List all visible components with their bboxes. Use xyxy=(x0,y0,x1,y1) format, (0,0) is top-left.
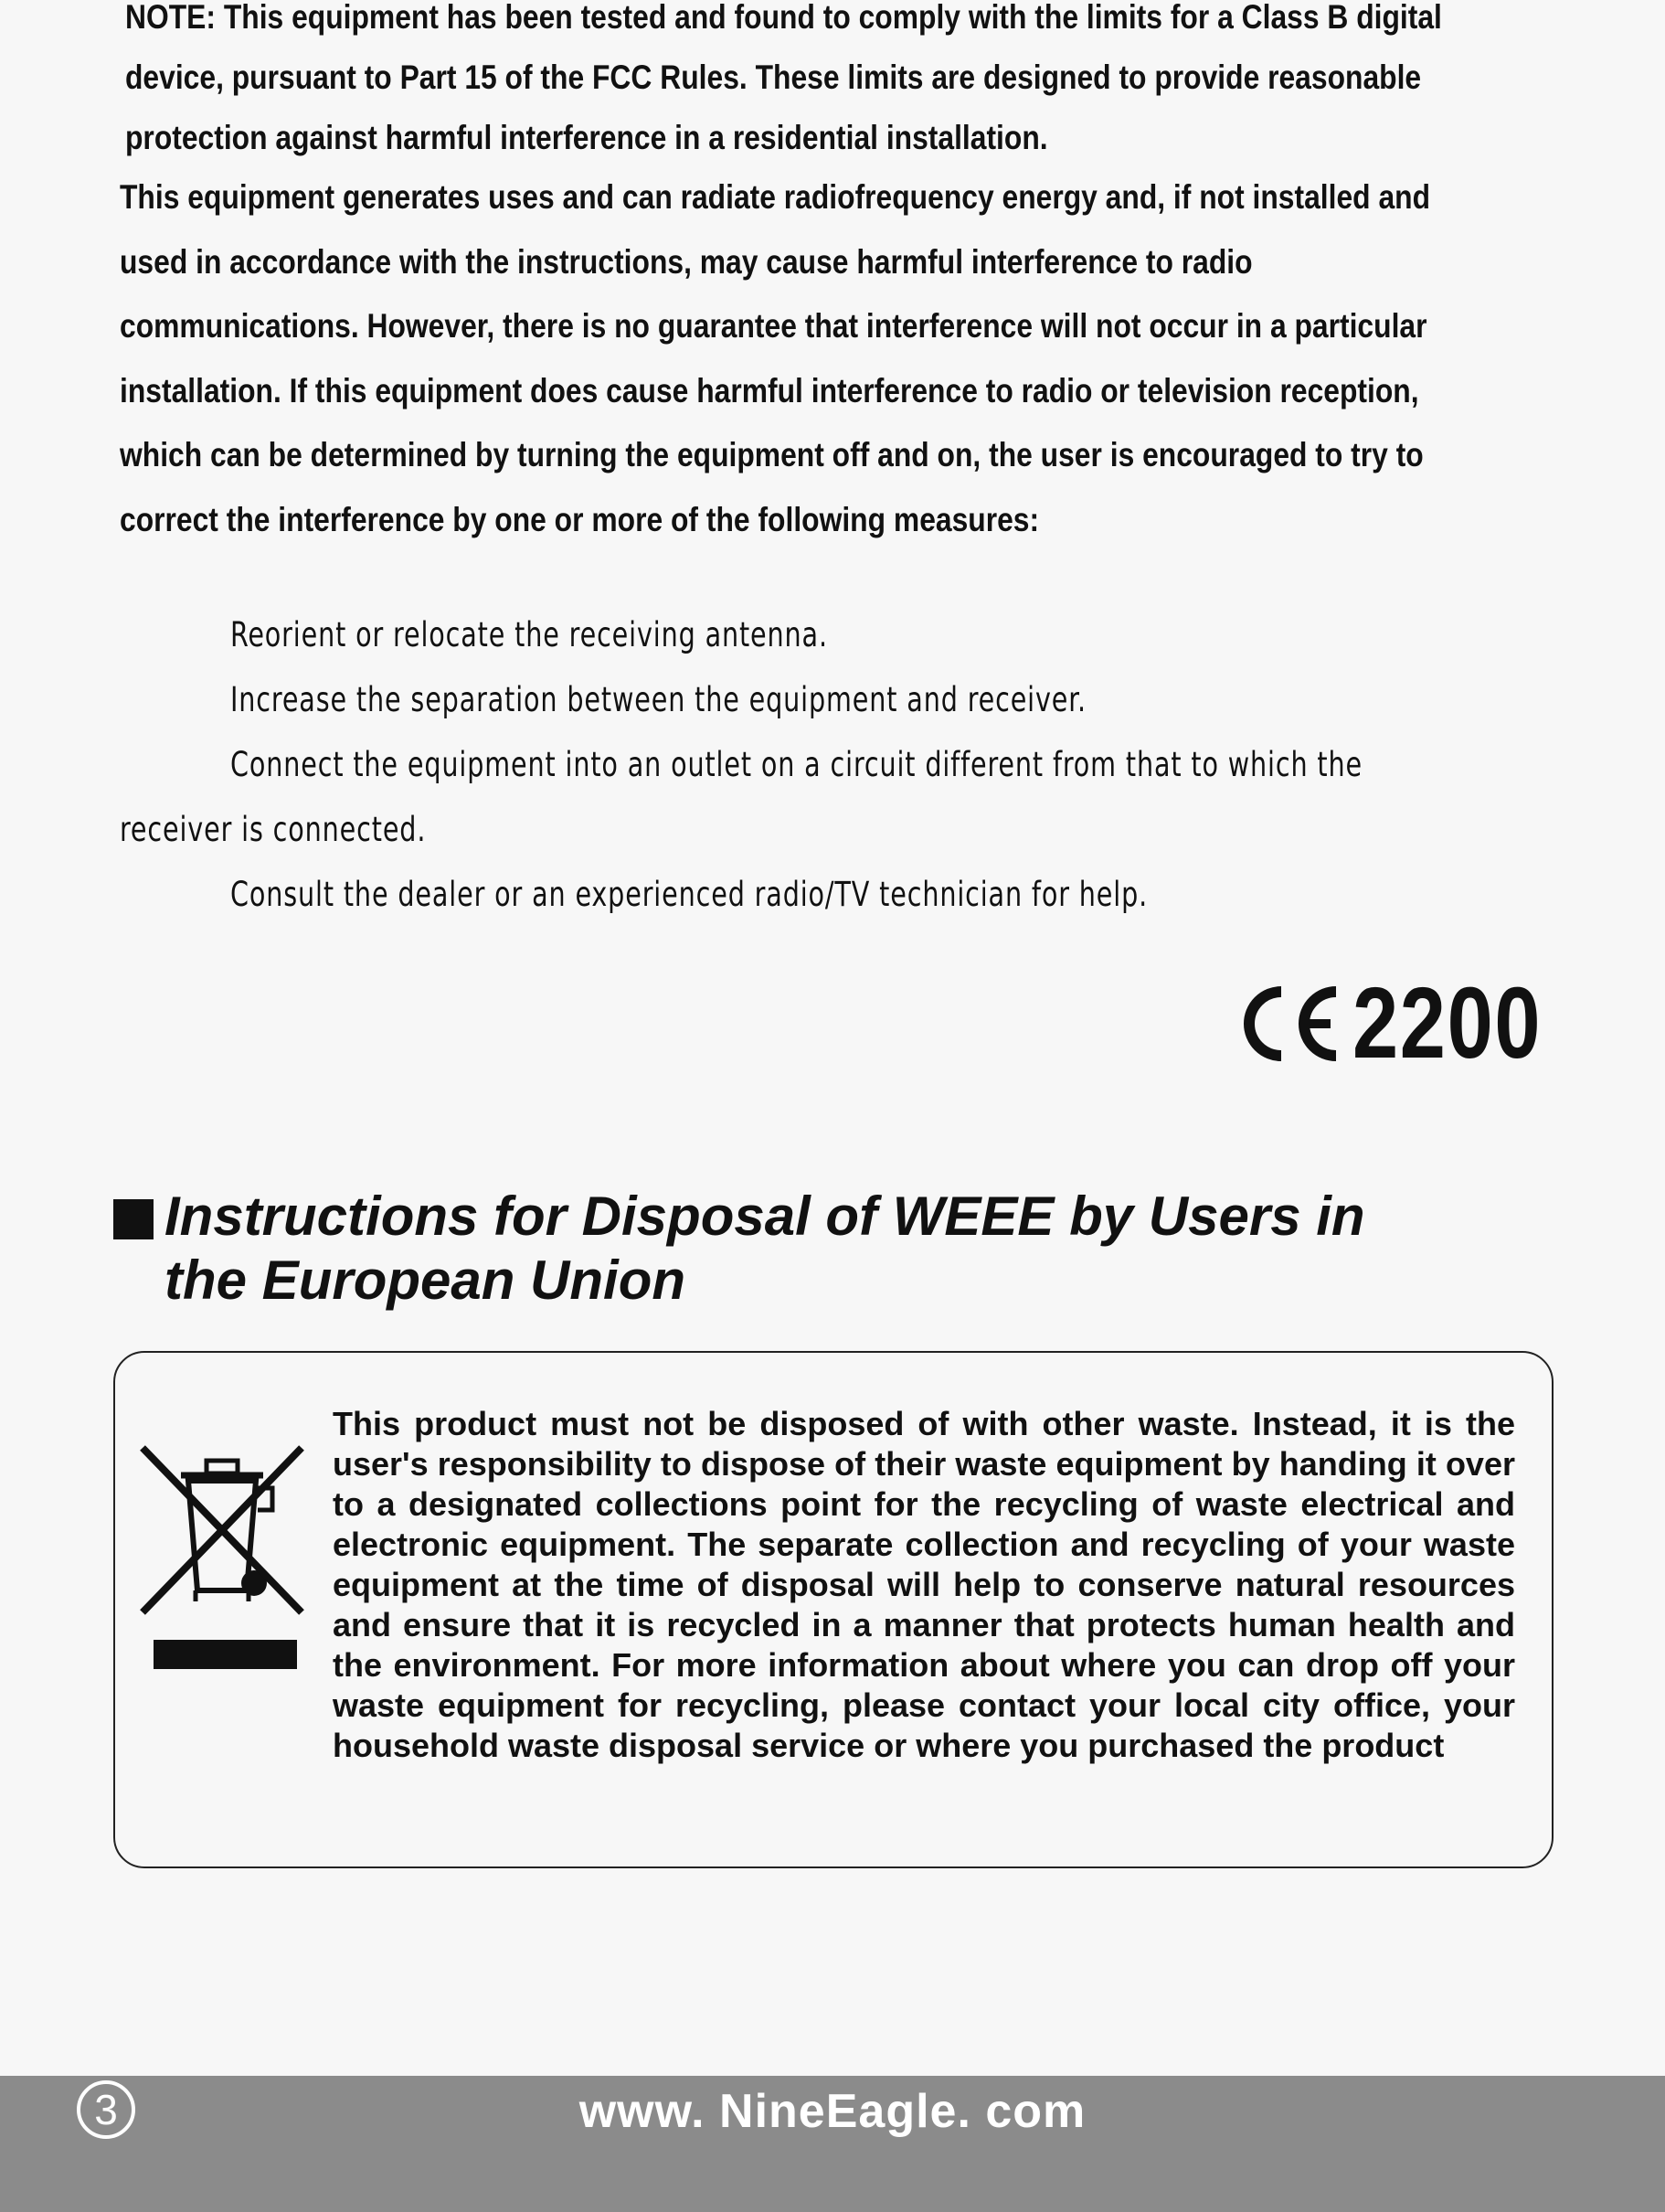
measure-item: Consult the dealer or an experienced radio/TV technician for help. xyxy=(230,875,1149,914)
fcc-paragraph-line: used in accordance with the instructions, may cause harmful interference to radio xyxy=(120,242,1253,281)
fcc-paragraph-line: installation. If this equipment does cause harmful interference to radio or television reception, xyxy=(120,371,1419,409)
measure-item: Reorient or relocate the receiving antenna. xyxy=(230,615,828,654)
website-link[interactable]: www. NineEagle. com xyxy=(578,2085,1087,2138)
fcc-note-line: protection against harmful interference in a residential installation. xyxy=(125,119,1048,156)
weee-heading-line: Instructions for Disposal of WEEE by Users in xyxy=(164,1186,1365,1247)
ce-number: 2200 xyxy=(1352,967,1543,1079)
fcc-paragraph-line: correct the interference by one or more of the following measures: xyxy=(120,500,1040,538)
ce-marking xyxy=(1230,967,1584,1079)
measure-item: Increase the separation between the equipment and receiver. xyxy=(230,680,1087,719)
crossed-out-wheelie-bin-icon xyxy=(135,1437,309,1620)
weee-heading-line: the European Union xyxy=(164,1250,685,1311)
measures-list xyxy=(230,602,1363,797)
fcc-paragraph xyxy=(120,165,1430,552)
fcc-paragraph-line: This equipment generates uses and can radiate radiofrequency energy and, if not installed and xyxy=(120,178,1431,216)
weee-marking-bar xyxy=(154,1640,297,1669)
measure-item: receiver is connected. xyxy=(120,810,427,849)
fcc-paragraph-line: communications. However, there is no guarantee that interference will not occur in a particular xyxy=(120,307,1427,345)
fcc-note-line: device, pursuant to Part 15 of the FCC Rules. These limits are designed to provide reasonable xyxy=(125,58,1422,96)
measure-item-continuation xyxy=(120,797,426,862)
fcc-note-line: NOTE: This equipment has been tested and found to comply with the limits for a Class B digital xyxy=(125,0,1442,36)
fcc-note xyxy=(125,0,1442,168)
measure-item: Connect the equipment into an outlet on a circuit different from that to which the xyxy=(230,745,1363,784)
measure-item-last xyxy=(230,862,1148,927)
weee-heading xyxy=(164,1185,1365,1313)
heading-bullet xyxy=(113,1199,154,1239)
weee-body-text: This product must not be disposed of with other waste. Instead, it is the user's responsibility to dispose of their waste equipment by handing it over to a designated collections point for the recycling of waste electrical and electronic equipment. The separate collection and recycling of your waste equipment at the time of disposal will help to conserve natural resources and ensure that it is recycled in a manner that protects human health and the environment. For more information about where you can drop off your waste equipment for recycling, please contact your local city office, your household waste disposal service or where you purchased the product xyxy=(333,1405,1515,1764)
fcc-paragraph-line: which can be determined by turning the equipment off and on, the user is encouraged to try to xyxy=(120,436,1424,473)
ce-logo-icon xyxy=(1230,984,1343,1063)
page-number: 3 xyxy=(77,2080,135,2139)
